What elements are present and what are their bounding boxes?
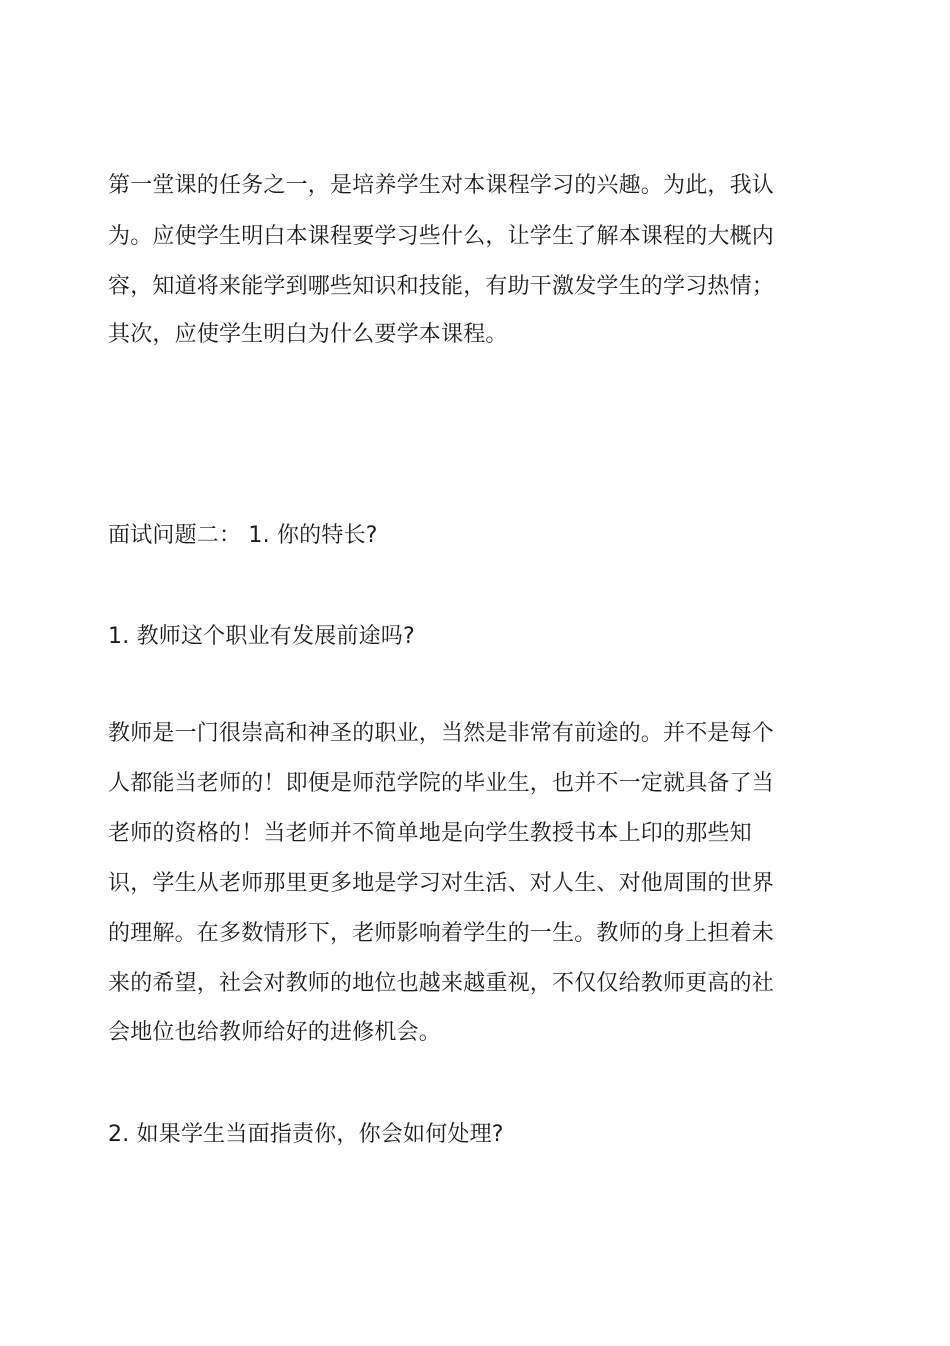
paragraph-1-line-1: 第一堂课的任务之一，是培养学生对本课程学习的兴趣。为此，我认 (108, 173, 775, 198)
answer-1-line-6: 来的希望，社会对教师的地位也越来越重视，不仅仅给教师更高的社 (108, 971, 775, 996)
answer-1-line-3: 老师的资格的！当老师并不简单地是向学生教授书本上印的那些知 (108, 821, 752, 846)
paragraph-1-line-4: 其次，应使学生明白为什么要学本课程。 (108, 322, 508, 347)
answer-1-line-1: 教师是一门很崇高和神圣的职业，当然是非常有前途的。并不是每个 (108, 721, 775, 746)
paragraph-1-line-2: 为。应使学生明白本课程要学习些什么，让学生了解本课程的大概内 (108, 224, 775, 249)
question-2: 2. 如果学生当面指责你，你会如何处理? (108, 1122, 504, 1147)
answer-1-line-5: 的理解。在多数情形下，老师影响着学生的一生。教师的身上担着未 (108, 921, 775, 946)
paragraph-1-line-3: 容，知道将来能学到哪些知识和技能，有助干激发学生的学习热情； (108, 274, 775, 299)
question-1: 1. 教师这个职业有发展前途吗? (108, 624, 415, 649)
answer-1-line-4: 识，学生从老师那里更多地是学习对生活、对人生、对他周围的世界 (108, 871, 775, 896)
section-heading: 面试问题二： 1. 你的特长? (108, 523, 378, 548)
answer-1-line-7: 会地位也给教师给好的进修机会。 (108, 1020, 442, 1045)
answer-1-line-2: 人都能当老师的！即便是师范学院的毕业生，也并不一定就具备了当 (108, 771, 775, 796)
